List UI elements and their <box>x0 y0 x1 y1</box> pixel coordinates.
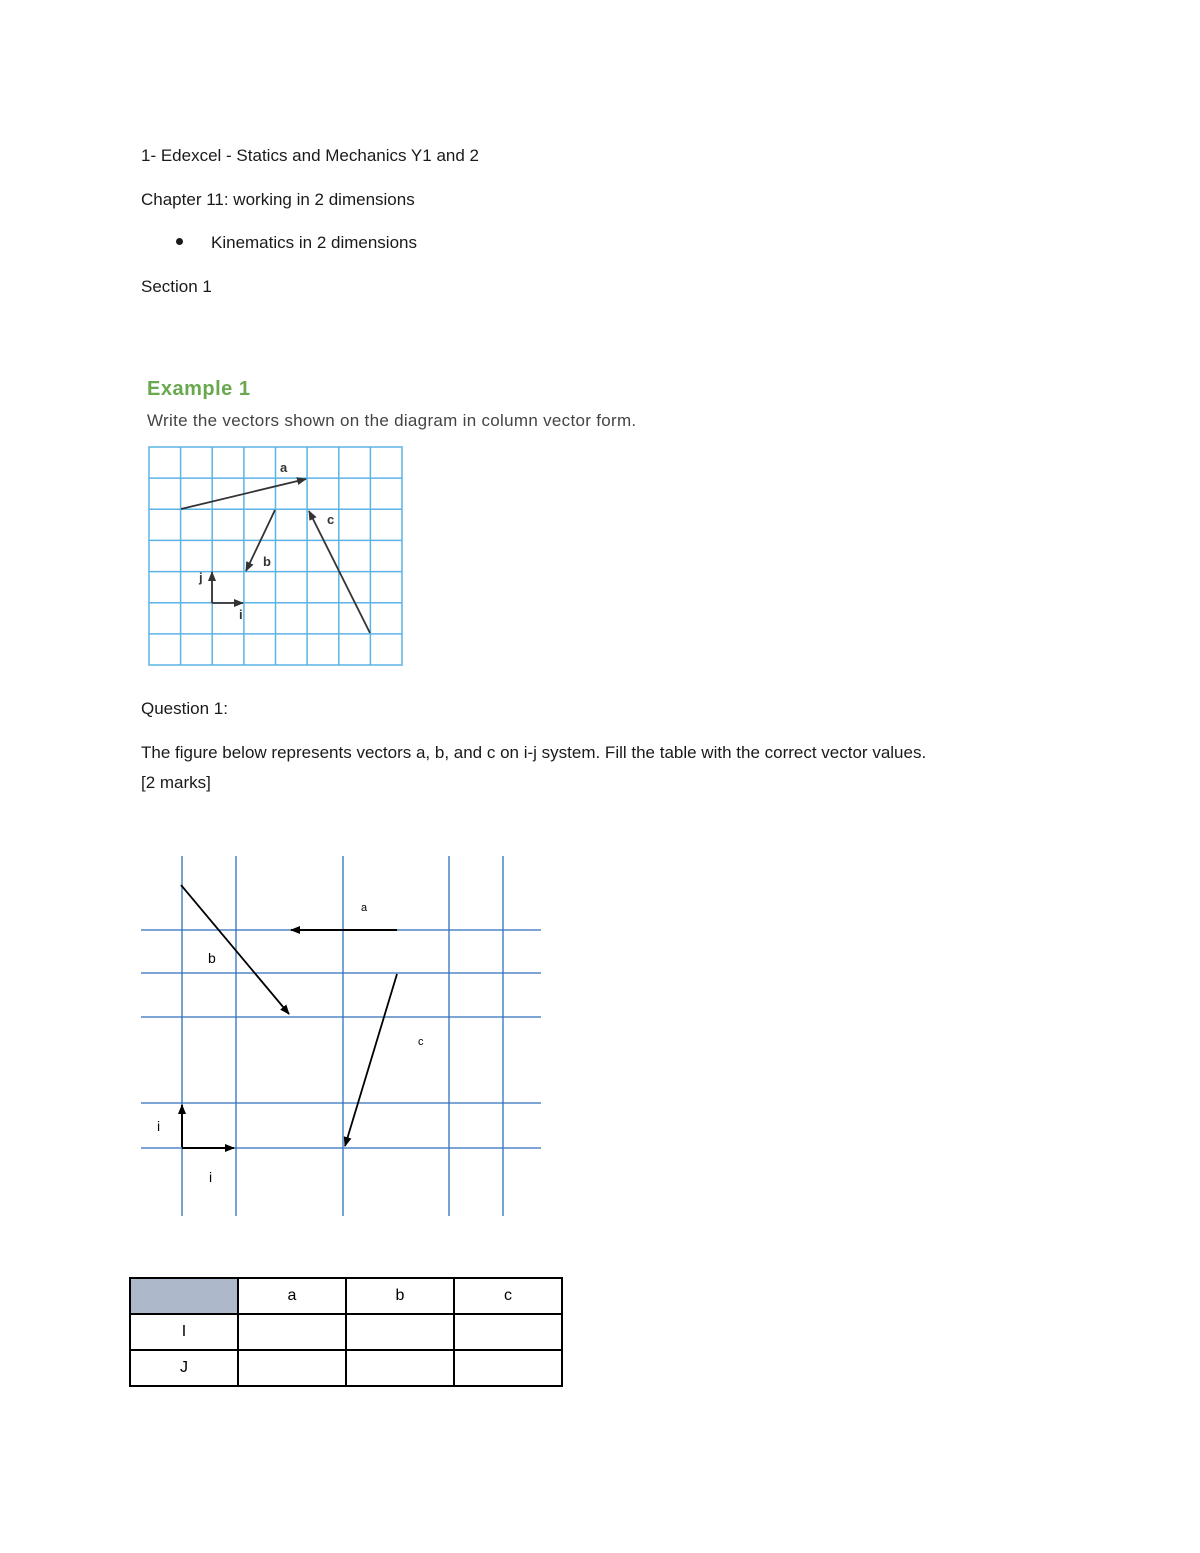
table-header-row <box>130 1278 562 1314</box>
bullet-item: Kinematics in 2 dimensions <box>211 233 417 252</box>
table-header-a: a <box>238 1278 346 1314</box>
question-text: The figure below represents vectors a, b, and c on i-j system. Fill the table with the correct vector values. <box>141 743 927 762</box>
example-label-a: a <box>280 460 288 475</box>
table-header-b: b <box>346 1278 454 1314</box>
section-heading: Section 1 <box>141 277 212 296</box>
table-cell-a-j[interactable] <box>238 1350 346 1386</box>
example-label-c: c <box>327 512 335 527</box>
question-label-b: b <box>208 950 216 966</box>
table-corner-cell <box>130 1278 238 1314</box>
table-cell-a-i[interactable] <box>238 1314 346 1350</box>
document-title: 1- Edexcel - Statics and Mechanics Y1 and 2 <box>141 146 479 165</box>
question-label-c: c <box>418 1036 424 1048</box>
answer-table <box>129 1277 563 1387</box>
question-vector-c <box>345 974 397 1146</box>
example-label-j: j <box>199 570 203 585</box>
table-row-label-j: J <box>130 1350 238 1386</box>
table-cell-b-j[interactable] <box>346 1350 454 1386</box>
question-label-j: i <box>157 1118 161 1134</box>
table-cell-c-j[interactable] <box>454 1350 562 1386</box>
question-label-a: a <box>361 902 368 914</box>
example-label-b: b <box>263 554 271 569</box>
question-heading: Question 1: <box>141 699 228 718</box>
table-header-c: c <box>454 1278 562 1314</box>
example-label-i: i <box>239 607 243 622</box>
question-marks: [2 marks] <box>141 773 211 792</box>
table-row <box>130 1314 562 1350</box>
table-row-label-i: I <box>130 1314 238 1350</box>
table-row <box>130 1350 562 1386</box>
table-cell-b-i[interactable] <box>346 1314 454 1350</box>
example-instruction: Write the vectors shown on the diagram in column vector form. <box>147 411 637 430</box>
question-label-i: i <box>209 1169 213 1185</box>
chapter-heading: Chapter 11: working in 2 dimensions <box>141 190 415 209</box>
table-cell-c-i[interactable] <box>454 1314 562 1350</box>
question-vector-b <box>181 885 289 1014</box>
example-title: Example 1 <box>147 378 251 400</box>
